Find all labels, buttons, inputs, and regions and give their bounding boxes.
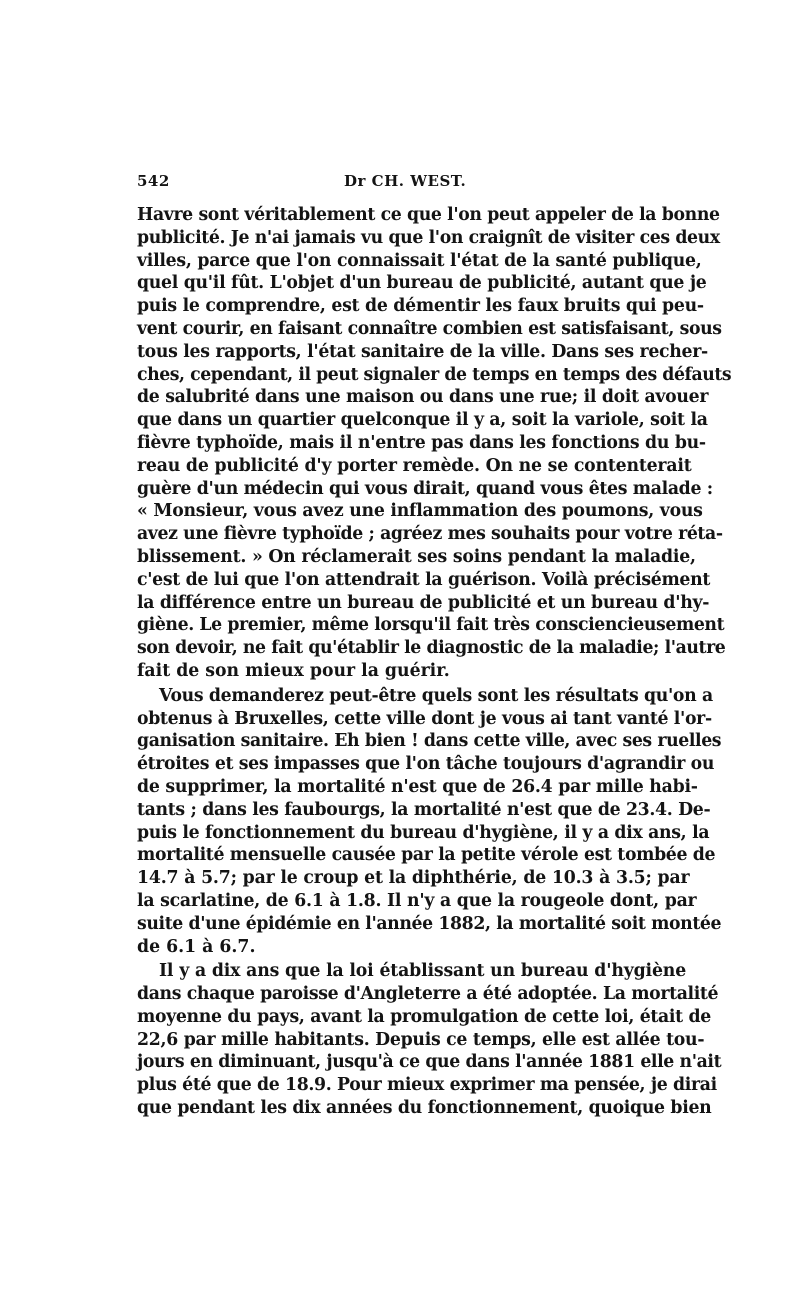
body-text xyxy=(137,204,732,1120)
text-line: que dans un quartier quelconque il y a, soit la variole, soit la xyxy=(137,410,708,431)
text-line: quel qu'il fût. L'objet d'un bureau de publicité, autant que je xyxy=(137,273,707,294)
text-line: son devoir, ne fait qu'établir le diagnostic de la maladie; l'autre xyxy=(137,638,726,659)
text-line: puis le fonctionnement du bureau d'hygiène, il y a dix ans, la xyxy=(137,822,710,843)
text-line: 22,6 par mille habitants. Depuis ce temps, elle est allée tou- xyxy=(137,1029,705,1050)
text-line: jours en diminuant, jusqu'à ce que dans l'année 1881 elle n'ait xyxy=(137,1052,722,1073)
paragraph xyxy=(137,685,722,959)
text-line: reau de publicité d'y porter remède. On ne se contenterait xyxy=(137,455,692,476)
text-line: mortalité mensuelle causée par la petite vérole est tombée de xyxy=(137,845,716,866)
text-line: Havre sont véritablement ce que l'on peut appeler de la bonne xyxy=(137,205,720,225)
text-line: avez une fièvre typhoïde ; agréez mes souhaits pour votre réta- xyxy=(137,524,723,545)
text-line: Il y a dix ans que la loi établissant un bureau d'hygiène xyxy=(159,961,687,982)
text-line: tants ; dans les faubourgs, la mortalité n'est que de 23.4. De- xyxy=(137,799,711,820)
text-line: suite d'une épidémie en l'année 1882, la mortalité soit montée xyxy=(137,913,722,934)
text-line: de supprimer, la mortalité n'est que de 26.4 par mille habi- xyxy=(137,776,698,797)
text-line: de salubrité dans une maison ou dans une rue; il doit avouer xyxy=(137,387,709,408)
text-line: la différence entre un bureau de publicité et un bureau d'hy- xyxy=(137,592,710,613)
text-line: vent courir, en faisant connaître combien est satisfaisant, sous xyxy=(137,318,722,339)
text-line: publicité. Je n'ai jamais vu que l'on craignît de visiter ces deux xyxy=(137,227,720,248)
text-line: fièvre typhoïde, mais il n'entre pas dans les fonctions du bu- xyxy=(137,432,706,453)
text-line: 14.7 à 5.7; par le croup et la diphthérie, de 10.3 à 3.5; par xyxy=(137,868,690,889)
text-line: « Monsieur, vous avez une inflammation des poumons, vous xyxy=(137,501,703,522)
text-line: la scarlatine, de 6.1 à 1.8. Il n'y a que la rougeole dont, par xyxy=(137,890,697,911)
text-line: fait de son mieux pour la guérir. xyxy=(137,660,450,681)
text-line: ches, cependant, il peut signaler de temps en temps des défauts xyxy=(137,364,732,385)
text-line: blissement. » On réclamerait ses soins pendant la maladie, xyxy=(137,546,696,567)
paragraph xyxy=(137,960,722,1120)
text-line: giène. Le premier, même lorsqu'il fait très consciencieusement xyxy=(137,615,725,636)
text-line: obtenus à Bruxelles, cette ville dont je vous ai tant vanté l'or- xyxy=(137,708,712,729)
text-line: c'est de lui que l'on attendrait la guérison. Voilà précisément xyxy=(137,569,711,590)
text-line: de 6.1 à 6.7. xyxy=(137,936,256,957)
page-number: 542 xyxy=(137,172,170,190)
text-line: guère d'un médecin qui vous dirait, quand vous êtes malade : xyxy=(137,478,713,499)
text-line: moyenne du pays, avant la promulgation de cette loi, était de xyxy=(137,1006,711,1027)
text-line: Vous demanderez peut-être quels sont les résultats qu'on a xyxy=(159,685,713,706)
text-line: que pendant les dix années du fonctionnement, quoique bien xyxy=(137,1098,712,1119)
text-line: tous les rapports, l'état sanitaire de la ville. Dans ses recher- xyxy=(137,341,708,362)
text-line: puis le comprendre, est de démentir les faux bruits qui peu- xyxy=(137,296,704,317)
text-line: étroites et ses impasses que l'on tâche toujours d'agrandir ou xyxy=(137,754,715,775)
text-line: dans chaque paroisse d'Angleterre a été adoptée. La mortalité xyxy=(137,984,719,1005)
page-header xyxy=(137,172,667,198)
text-line: ganisation sanitaire. Eh bien ! dans cette ville, avec ses ruelles xyxy=(137,731,722,752)
text-line: plus été que de 18.9. Pour mieux exprimer ma pensée, je dirai xyxy=(137,1075,717,1096)
running-head: Dr CH. WEST. xyxy=(344,172,467,190)
text-line: villes, parce que l'on connaissait l'état de la santé publique, xyxy=(137,250,702,271)
paragraph xyxy=(137,204,732,683)
